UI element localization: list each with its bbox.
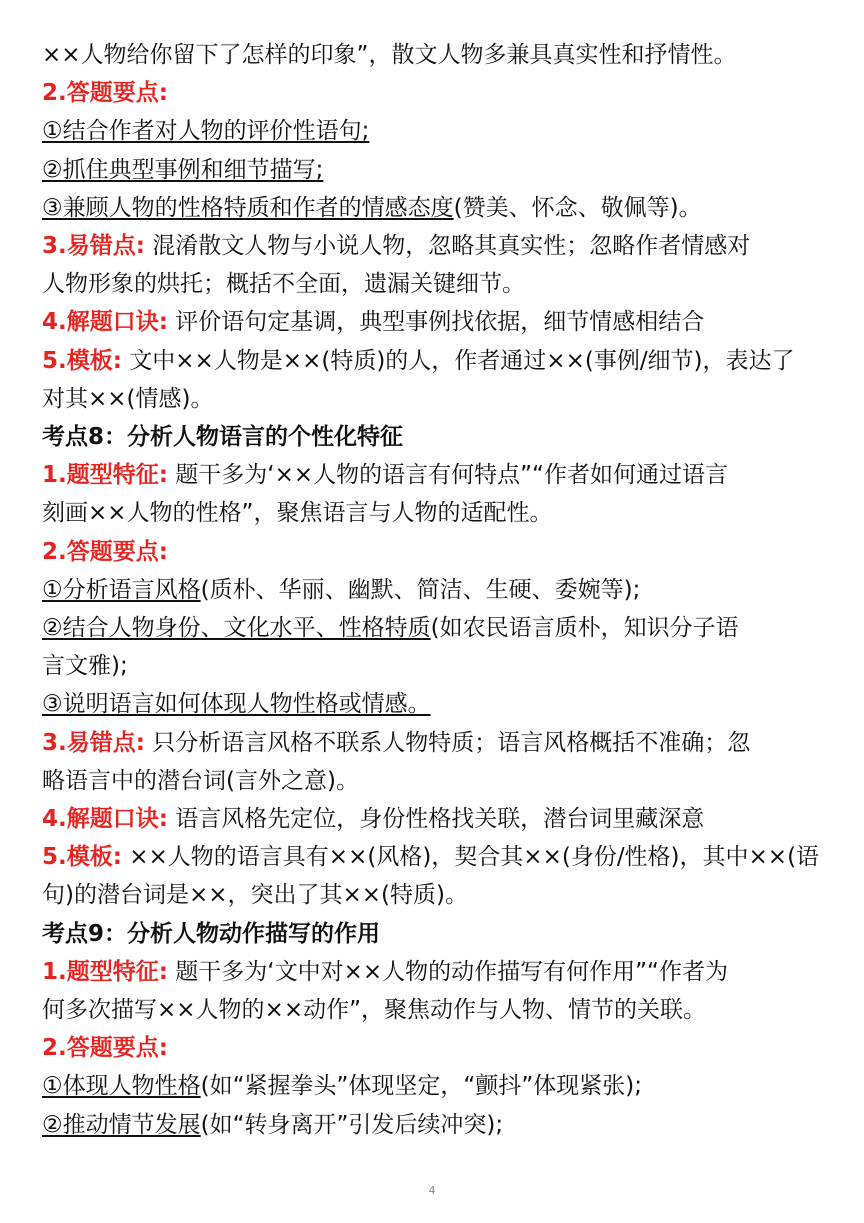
document-body (42, 36, 832, 1144)
underlined-text: ②结合人物身份、文化水平、性格特质 (42, 615, 431, 642)
point-label: 2.答题要点: (42, 1035, 168, 1062)
text-line (42, 74, 832, 112)
text-line (42, 571, 832, 609)
text-line (42, 876, 832, 914)
point-label: 3.易错点: (42, 233, 145, 260)
point-label: 5.模板: (42, 347, 122, 374)
text-line (42, 303, 832, 341)
body-text: 语言风格先定位，身份性格找关联，潜台词里藏深意 (167, 806, 705, 833)
body-text: 言文雅); (42, 653, 128, 680)
body-text: (如“转身离开”引发后续冲突); (200, 1111, 504, 1138)
text-line (42, 189, 832, 227)
text-line (42, 685, 832, 723)
underlined-text: ②推动情节发展 (42, 1111, 201, 1138)
text-line (42, 227, 832, 265)
section-heading (42, 915, 832, 953)
underlined-text: ①分析语言风格 (42, 576, 201, 603)
underlined-text: ②抓住典型事例和细节描写; (42, 156, 324, 183)
body-text: 对其××(情感)。 (42, 385, 214, 412)
text-line (42, 838, 832, 876)
point-label: 2.答题要点: (42, 80, 168, 107)
body-text: 评价语句定基调，典型事例找依据，细节情感相结合 (167, 309, 705, 336)
text-line (42, 724, 832, 762)
body-text: 只分析语言风格不联系人物特质；语言风格概括不准确；忽 (144, 729, 751, 756)
body-text: 何多次描写××人物的××动作”，聚焦动作与人物、情节的关联。 (42, 997, 707, 1024)
point-label: 1.题型特征: (42, 958, 168, 985)
body-text: 人物形象的烘托；概括不全面，遗漏关键细节。 (42, 271, 525, 298)
body-text: 混淆散文人物与小说人物，忽略其真实性；忽略作者情感对 (144, 233, 751, 260)
text-line (42, 1106, 832, 1144)
underlined-text: ③兼顾人物的性格特质和作者的情感态度 (42, 194, 454, 221)
point-label: 3.易错点: (42, 729, 145, 756)
text-line (42, 800, 832, 838)
body-text: (赞美、怀念、敬佩等)。 (453, 194, 702, 221)
text-line (42, 762, 832, 800)
text-line (42, 456, 832, 494)
section-heading (42, 418, 832, 456)
body-text: (如农民语言质朴，知识分子语 (430, 615, 739, 642)
underlined-text: ③说明语言如何体现人物性格或情感。 (42, 691, 431, 718)
text-line (42, 36, 832, 74)
body-text: 刻画××人物的性格”，聚焦语言与人物的适配性。 (42, 500, 553, 527)
text-line (42, 494, 832, 532)
text-line (42, 609, 832, 647)
text-line (42, 342, 832, 380)
point-label: 4.解题口诀: (42, 806, 168, 833)
body-text: 题干多为‘××人物的语言有何特点”“作者如何通过语言 (167, 462, 728, 489)
point-label: 1.题型特征: (42, 462, 168, 489)
text-line (42, 380, 832, 418)
heading-text: 考点8：分析人物语言的个性化特征 (42, 424, 404, 451)
text-line (42, 647, 832, 685)
text-line (42, 1067, 832, 1105)
text-line (42, 1029, 832, 1067)
text-line (42, 151, 832, 189)
text-line (42, 265, 832, 303)
page-number: 4 (428, 1184, 436, 1197)
body-text: 题干多为‘文中对××人物的动作描写有何作用”“作者为 (167, 958, 728, 985)
point-label: 5.模板: (42, 844, 122, 871)
body-text: (质朴、华丽、幽默、简洁、生硬、委婉等); (200, 576, 641, 603)
body-text: 略语言中的潜台词(言外之意)。 (42, 767, 359, 794)
body-text: (如“紧握拳头”体现坚定，“颤抖”体现紧张); (200, 1073, 642, 1100)
underlined-text: ①体现人物性格 (42, 1073, 201, 1100)
body-text: 文中××人物是××(特质)的人，作者通过××(事例/细节)，表达了 (121, 347, 795, 374)
heading-text: 考点9：分析人物动作描写的作用 (42, 920, 381, 947)
point-label: 2.答题要点: (42, 538, 168, 565)
text-line (42, 991, 832, 1029)
underlined-text: ①结合作者对人物的评价性语句; (42, 118, 370, 145)
point-label: 4.解题口诀: (42, 309, 168, 336)
body-text: 句)的潜台词是××，突出了其××(特质)。 (42, 882, 469, 909)
text-line (42, 953, 832, 991)
text-line (42, 112, 832, 150)
body-text: ××人物的语言具有××(风格)，契合其××(身份/性格)，其中××(语 (121, 844, 820, 871)
body-text: ××人物给你留下了怎样的印象”，散文人物多兼具真实性和抒情性。 (42, 42, 737, 68)
text-line (42, 533, 832, 571)
